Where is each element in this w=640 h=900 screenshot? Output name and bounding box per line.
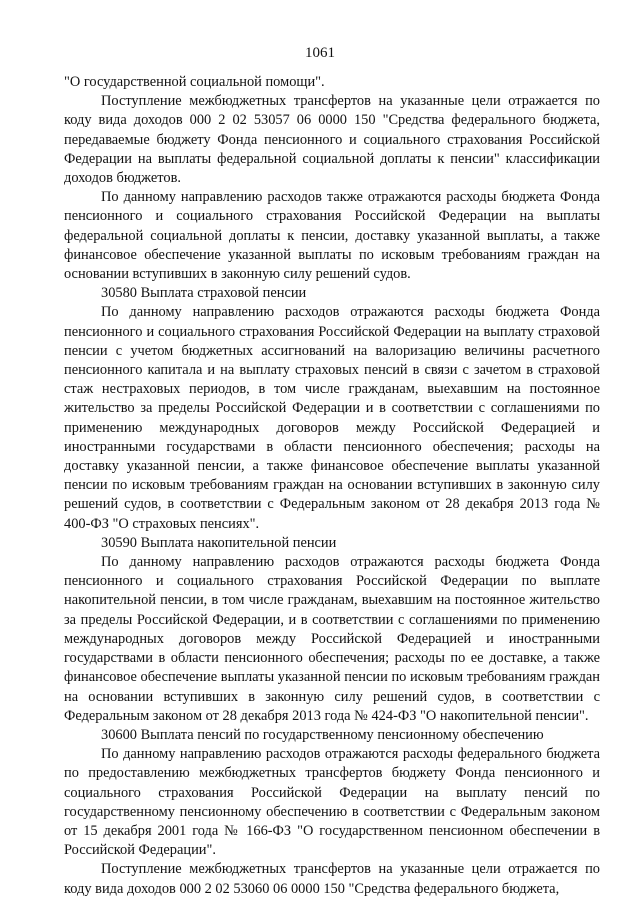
section-heading-30590: 30590 Выплата накопительной пенсии xyxy=(101,534,337,551)
paragraph-continuation: "О государственной социальной помощи". xyxy=(64,74,325,90)
page-number: 1061 xyxy=(305,45,335,61)
document-body xyxy=(64,73,600,899)
section-heading-30600: 30600 Выплата пенсий по государственному пенсионному обеспечению xyxy=(101,726,544,743)
paragraph: По данному направлению расходов отражаются расходы бюджета Фонда пенсионного и социального страхования Российской Федерации по выплате накопительной пенсии, в том числе гражданам, выехавшим на постоянное жительство за пределы Российской Федерации, и в соответствии с соглашениями по применению международных договоров между Российской Федерацией и иностранными государствами в области пенсионного обеспечения; расходы по ее доставке, а также финансовое обеспечение выплаты указанной пенсии по исковым требованиям граждан на основании вступивших в законную силу решений судов, в соответствии с Федеральным законом от 28 декабря 2013 года № 424-ФЗ "О накопительной пенсии". xyxy=(64,554,600,724)
paragraph: По данному направлению расходов отражаются расходы федерального бюджета по предоставлению межбюджетных трансфертов бюджету Фонда пенсионного и социального страхования Российской Федерации на выплату пенсий по государственному пенсионному обеспечению в соответствии с Федеральным законом от 15 декабря 2001 года № 166-ФЗ "О государственном пенсионном обеспечении в Российской Федерации". xyxy=(64,746,600,859)
paragraph: Поступление межбюджетных трансфертов на указанные цели отражается по коду вида доходов 000 2 02 53057 06 0000 150 "Средства федерального бюджета, передаваемые бюджету Фонда пенсионного и социального страхования Российской Федерации на выплаты федеральной социальной доплаты к пенсии" классификации доходов бюджетов. xyxy=(64,93,600,187)
paragraph: Поступление межбюджетных трансфертов на указанные цели отражается по коду вида доходов 000 2 02 53060 06 0000 150 "Средства федерального бюджета, xyxy=(64,861,600,897)
paragraph: По данному направлению расходов также отражаются расходы бюджета Фонда пенсионного и социального страхования Российской Федерации на выплаты федеральной социальной доплаты к пенсии, доставку указанной выплаты, а также финансовое обеспечение указанной выплаты по исковым требованиям граждан на основании вступивших в законную силу решений судов. xyxy=(64,189,600,283)
section-heading-30580: 30580 Выплата страховой пенсии xyxy=(101,285,307,302)
paragraph: По данному направлению расходов отражаются расходы бюджета Фонда пенсионного и социального страхования Российской Федерации на выплату страховой пенсии с учетом бюджетных ассигнований на валоризацию величины расчетного пенсионного капитала и на выплату страховых пенсий в связи с зачетом в страховой стаж нестраховых периодов, в том числе гражданам, выехавшим на постоянное жительство за пределы Российской Федерации и в соответствии с соглашениями по применению международных договоров между Российской Федерацией и иностранными государствами в области пенсионного обеспечения; расходы на доставку указанной пенсии, а также финансовое обеспечение выплаты указанной пенсии по исковым требованиям граждан на основании вступивших в законную силу решений судов, в соответствии с Федеральным законом от 28 декабря 2013 года № 400-ФЗ "О страховых пенсиях". xyxy=(64,304,600,532)
